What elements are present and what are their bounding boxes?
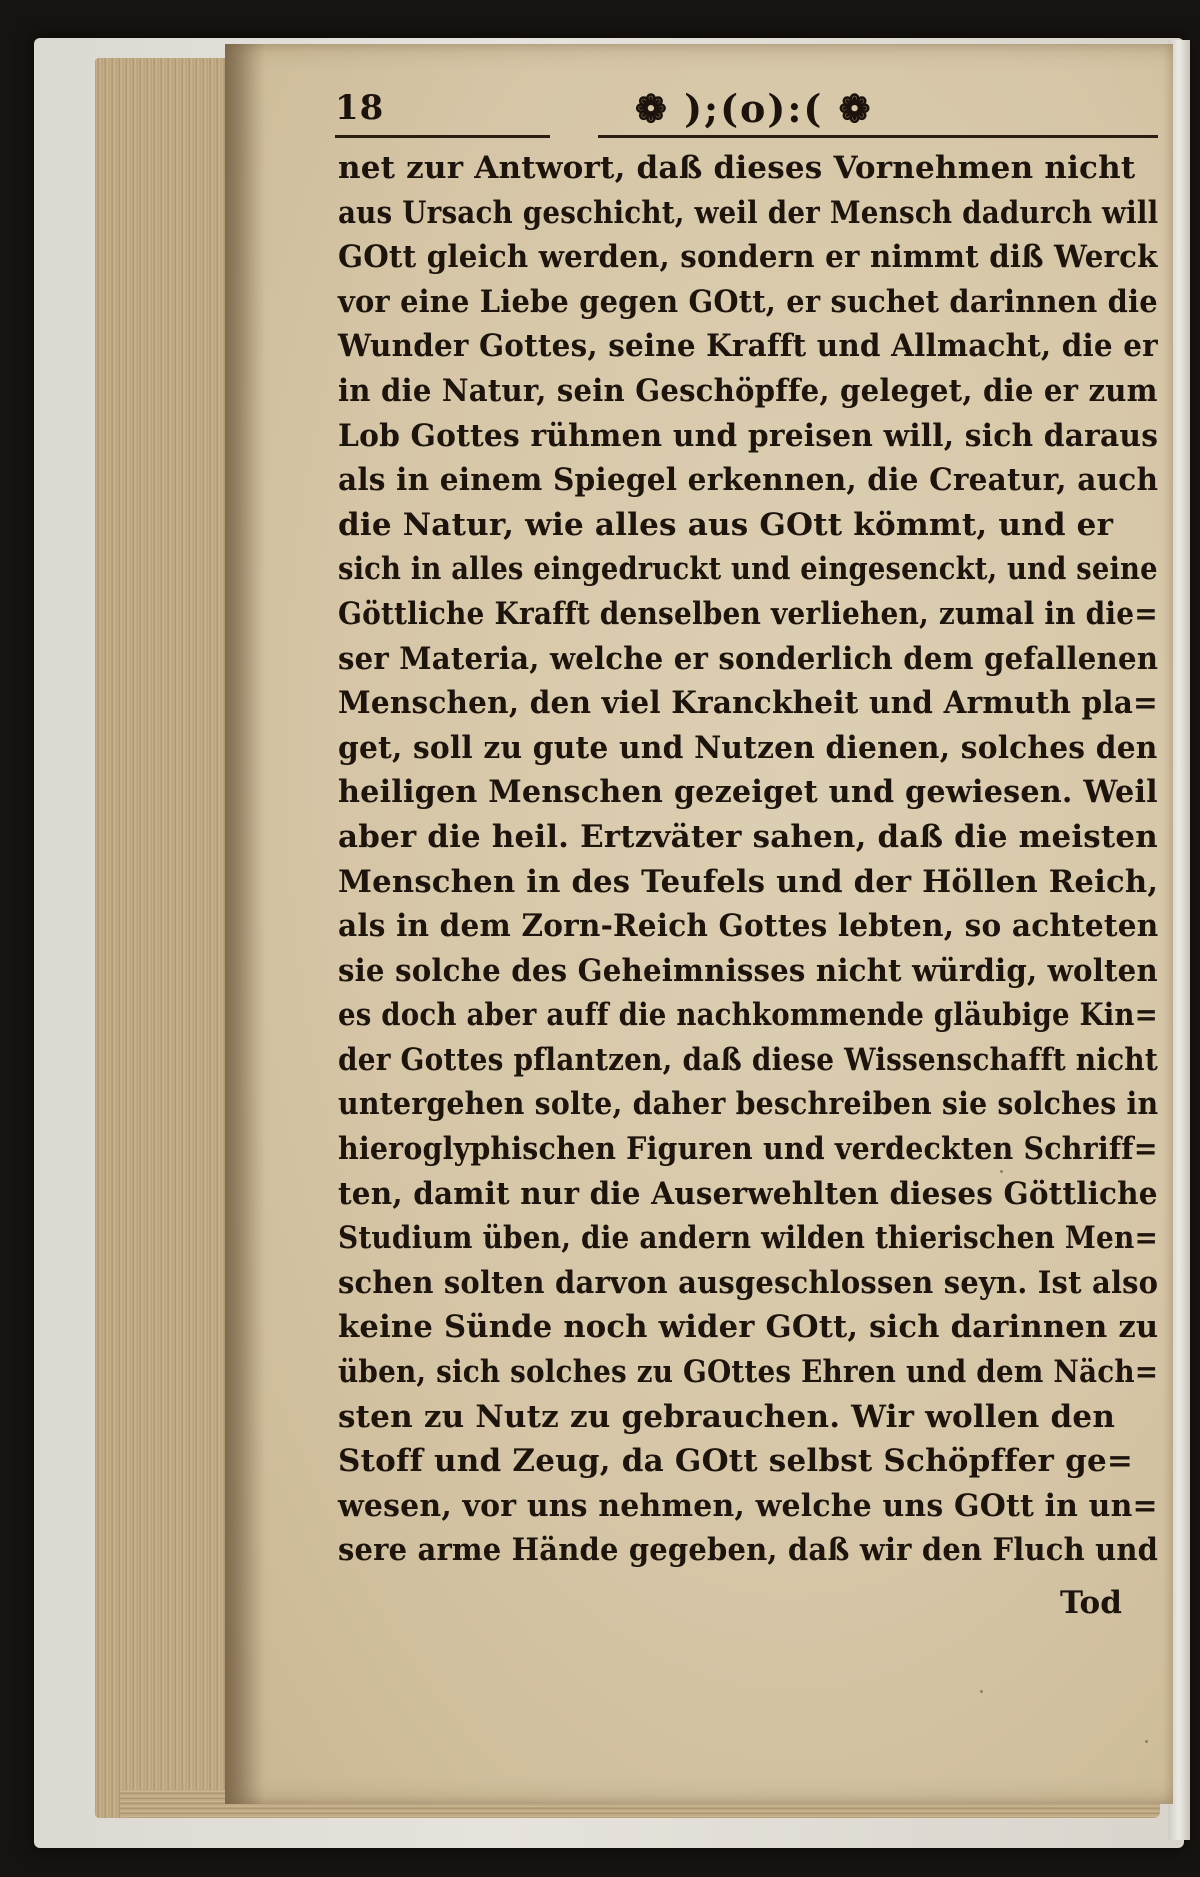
- text-line: als in einem Spiegel erkennen, die Creatur, auch: [338, 462, 1159, 499]
- text-line: Lob Gottes rühmen und preisen will, sich daraus: [338, 417, 1159, 454]
- text-line: sten zu Nutz zu gebrauchen. Wir wollen den: [338, 1398, 1116, 1435]
- text-line: aus Ursach geschicht, weil der Mensch dadurch will: [338, 194, 1159, 231]
- text-line: Stoff und Zeug, da GOtt selbst Schöpffer ge=: [338, 1443, 1134, 1480]
- text-line: GOtt gleich werden, sondern er nimmt diß Werck: [338, 239, 1158, 276]
- text-line: Studium üben, die andern wilden thierischen Men=: [338, 1220, 1159, 1257]
- text-line: net zur Antwort, daß dieses Vornehmen nicht: [338, 150, 1136, 186]
- page-header: [335, 78, 1155, 138]
- text-line: Menschen in des Teufels und der Höllen Reich,: [338, 863, 1159, 900]
- text-line: get, soll zu gute und Nutzen dienen, solches den: [338, 729, 1158, 766]
- paper-speck: [980, 1690, 983, 1693]
- text-line: schen solten darvon ausgeschlossen seyn. Ist also: [338, 1264, 1159, 1301]
- text-line: üben, sich solches zu GOttes Ehren und dem Näch=: [338, 1354, 1159, 1391]
- running-head: ❁ );(o):( ❁: [635, 86, 873, 131]
- text-line: es doch aber auff die nachkommende gläubige Kin=: [338, 997, 1158, 1034]
- paper-speck: [1145, 1740, 1148, 1743]
- text-line: sere arme Hände gegeben, daß wir den Fluch und: [338, 1532, 1159, 1569]
- text-line: Göttliche Krafft denselben verliehen, zumal in die=: [338, 595, 1158, 632]
- text-line: hieroglyphischen Figuren und verdeckten Schriff=: [338, 1131, 1158, 1168]
- header-rule-right: [598, 135, 1158, 138]
- body-text: [338, 146, 1158, 1573]
- text-line: sich in alles eingedruckt und eingesenckt, und seine: [338, 551, 1158, 588]
- text-line: als in dem Zorn-Reich Gottes lebten, so achteten: [338, 908, 1159, 945]
- text-line: die Natur, wie alles aus GOtt kömmt, und er: [338, 506, 1114, 543]
- text-line: keine Sünde noch wider GOtt, sich darinnen zu: [338, 1309, 1159, 1346]
- text-line: ten, damit nur die Auserwehlten dieses Göttliche: [338, 1175, 1158, 1212]
- text-line: der Gottes pflantzen, daß diese Wissenschafft nicht: [338, 1041, 1158, 1078]
- header-rule-left: [335, 135, 550, 138]
- text-line: sie solche des Geheimnisses nicht würdig, wolten: [338, 952, 1158, 989]
- page-number: 18: [335, 88, 385, 128]
- text-line: in die Natur, sein Geschöpffe, geleget, die er zum: [338, 372, 1158, 409]
- gutter-shadow: [225, 44, 265, 1804]
- text-line: Wunder Gottes, seine Krafft und Allmacht, die er: [338, 328, 1158, 365]
- text-line: wesen, vor uns nehmen, welche uns GOtt in un=: [338, 1487, 1158, 1524]
- text-line: aber die heil. Ertzväter sahen, daß die meisten: [338, 818, 1158, 855]
- text-line: vor eine Liebe gegen GOtt, er suchet darinnen die: [338, 283, 1158, 320]
- text-line: ser Materia, welche er sonderlich dem gefallenen: [338, 640, 1159, 677]
- page-edges: [95, 58, 235, 1818]
- catchword: Tod: [1060, 1585, 1122, 1621]
- text-line: Menschen, den viel Kranckheit und Armuth pla=: [338, 685, 1158, 722]
- text-line: heiligen Menschen gezeiget und gewiesen. Weil: [338, 774, 1158, 811]
- text-line: untergehen solte, daher beschreiben sie solches in: [338, 1086, 1159, 1123]
